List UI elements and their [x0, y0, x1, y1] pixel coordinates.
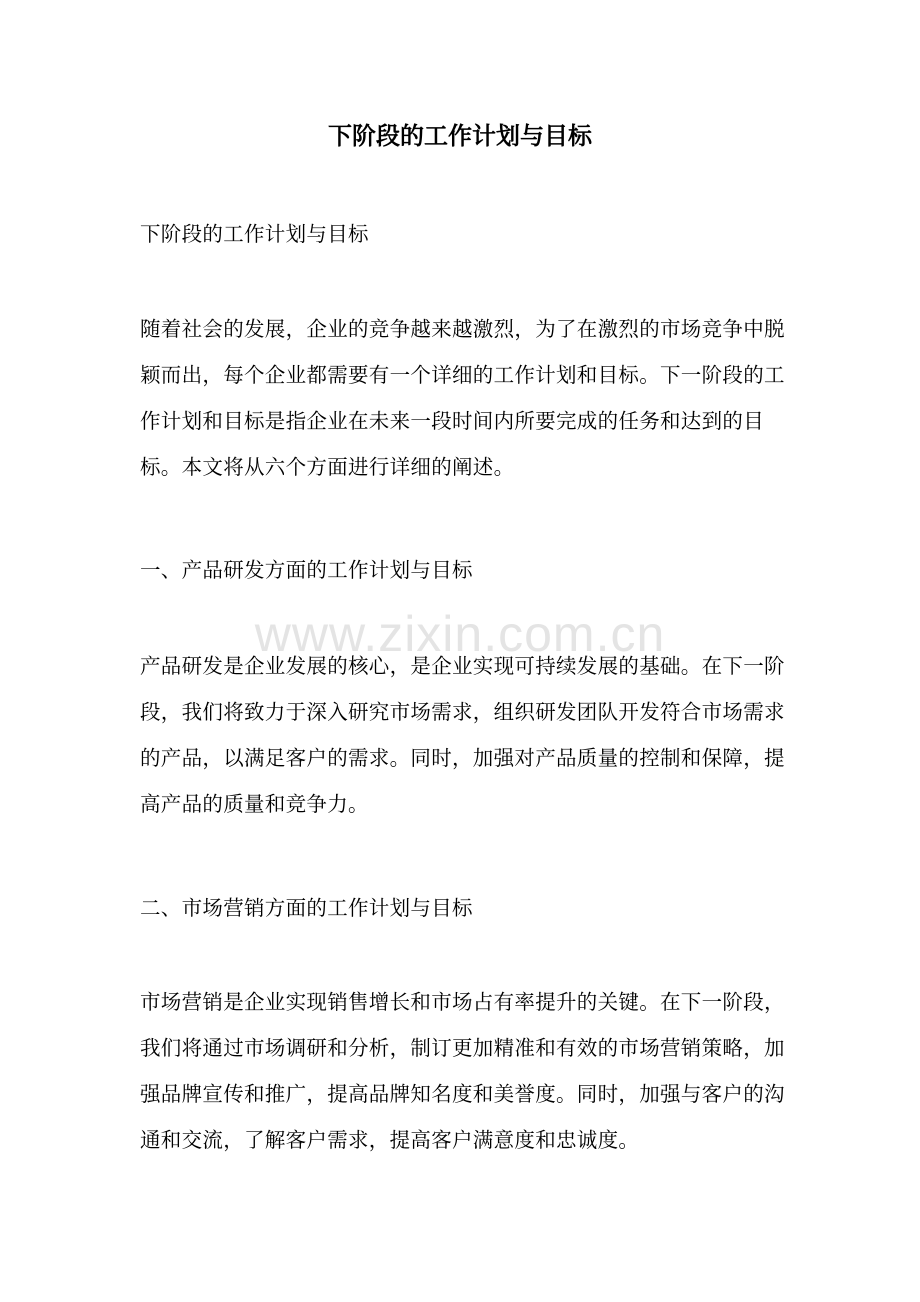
intro-paragraph: 随着社会的发展，企业的竞争越来越激烈，为了在激烈的市场竞争中脱颖而出，每个企业都需要有一个详细的工作计划和目标。下一阶段的工作计划和目标是指企业在未来一段时间内所要完成的任务和达到的目标。本文将从六个方面进行详细的阐述。 [140, 317, 785, 479]
section-body-product: 产品研发是企业发展的核心，是企业实现可持续发展的基础。在下一阶段，我们将致力于深入研究市场需求，组织研发团队开发符合市场需求的产品，以满足客户的需求。同时，加强对产品质量的控制和保障，提高产品的质量和竞争力。 [140, 654, 785, 816]
document-title: 下阶段的工作计划与目标 [328, 121, 592, 150]
section-heading-marketing: 二、市场营销方面的工作计划与目标 [140, 896, 473, 920]
document-subtitle: 下阶段的工作计划与目标 [140, 222, 369, 246]
section-heading-product: 一、产品研发方面的工作计划与目标 [140, 558, 473, 582]
watermark-text: www.zixin.com.cn [254, 606, 666, 662]
section-body-marketing: 市场营销是企业实现销售增长和市场占有率提升的关键。在下一阶段，我们将通过市场调研和分析，制订更加精准和有效的市场营销策略，加强品牌宣传和推广，提高品牌知名度和美誉度。同时，加强与客户的沟通和交流，了解客户需求，提高客户满意度和忠诚度。 [140, 990, 785, 1152]
